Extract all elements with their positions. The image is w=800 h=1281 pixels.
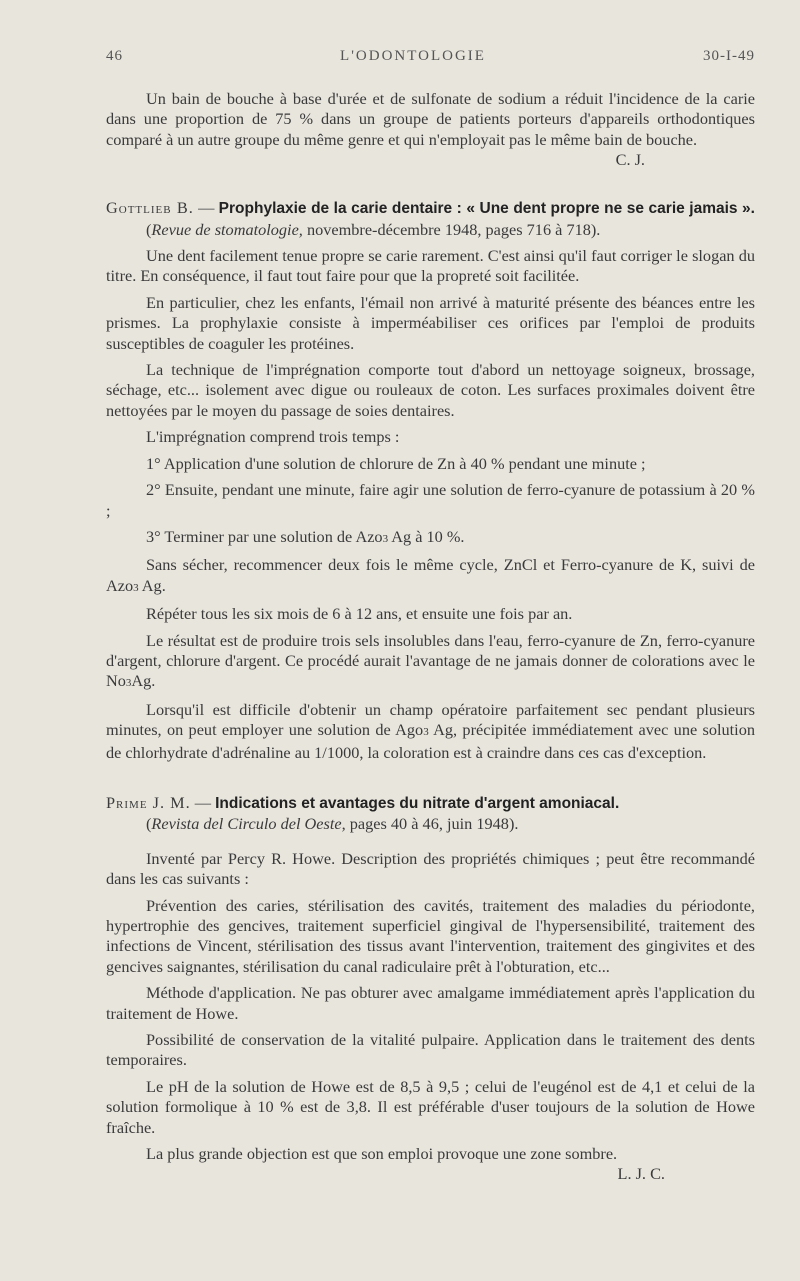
reference-details: novembre-décembre 1948, pages 716 à 718). [302,219,601,239]
repeat-end: Ag. [138,575,166,595]
step-3 [106,527,755,549]
article-gottlieb [106,198,755,763]
paragraph: Une dent facilement tenue propre se carie rarement. C'est ainsi qu'il faut corriger le slogan du titre. En conséquence, il faut tout faire pour que la propreté soit facilitée. [106,246,755,286]
repeat-text: Sans sécher, recommencer deux fois le même cycle, ZnCl et Ferro-cyanure de K, suivi de Azo [106,555,755,595]
paragraph-result [106,631,755,694]
article-heading [106,793,755,835]
paragraph: Prévention des caries, stérilisation des cavités, traitement des maladies du périodonte, hypertrophie des gencives, traitement superficiel gingival de l'hypersensibilité, traitement des infections de Vincent, stérilisation des tissus avant l'intervention, traitement des gingivites et des gencives saignantes, stérilisation du canal radiculaire prêt à l'obturation, etc... [106,895,755,976]
step-3-text: 3° Terminer par une solution de Azo [146,526,383,546]
reference-journal: Revue de stomatologie, [151,219,303,239]
heading-dash: — [193,198,219,218]
paragraph: L'imprégnation comprend trois temps : [146,427,400,447]
article-author: Gottlieb B. [106,198,194,218]
article-title: Indications et avantages du nitrate d'argent amoniacal. [215,794,620,812]
paragraph: En particulier, chez les enfants, l'émail non arrivé à maturité présente des béances entre les prismes. La prophylaxie consiste à imperméabiliser ces orifices par l'emploi de produits susceptibles de coaguler les protéines. [106,292,755,353]
step-2: 2° Ensuite, pendant une minute, faire agir une solution de ferro-cyanure de potassium à 20 % ; [106,480,755,520]
paragraph: Possibilité de conservation de la vitalité pulpaire. Application dans le traitement des dents temporaires. [106,1030,755,1070]
step-1: 1° Application d'une solution de chlorure de Zn à 40 % pendant une minute ; [146,453,646,473]
paragraph: La technique de l'imprégnation comporte tout d'abord un nettoyage soigneux, brossage, séchage, etc... isolement avec digue ou rouleaux de coton. Les surfaces proximales doivent être nettoyées par le moyen du passage de soies dentaires. [106,360,755,420]
reference-details: pages 40 à 46, juin 1948). [345,814,519,834]
reference-journal: Revista del Circulo del Oeste, [151,814,346,834]
reference-open: ( [146,219,152,239]
paragraph: Inventé par Percy R. Howe. Description des propriétés chimiques ; peut être recommandé dans les cas suivants : [106,848,755,889]
article-heading [106,198,755,240]
page-header [106,48,755,65]
paragraph: La plus grande objection est que son emploi provoque une zone sombre. [146,1144,618,1164]
reference-open: ( [146,814,152,834]
heading-dash: — [190,792,216,812]
paragraph-schedule: Répéter tous les six mois de 6 à 12 ans, et ensuite une fois par an. [146,604,573,624]
subscript: 3 [423,726,429,739]
paragraph-repeat [106,555,755,598]
journal-title: L'ODONTOLOGIE [340,48,486,64]
result-end: Ag. [131,671,156,691]
step-3-end: Ag à 10 %. [388,526,465,546]
article-title: Prophylaxie de la carie dentaire : « Une dent propre ne se carie jamais ». [218,200,755,218]
subscript: 3 [125,677,132,690]
article-author: Prime J. M. [106,792,191,812]
issue-date: 30-I-49 [703,48,755,64]
result-text: Le résultat est de produire trois sels insolubles dans l'eau, ferro-cyanure de Zn, ferro-cyanure d'argent, chlorure d'argent. Ce procédé aurait l'avantage de ne jamais donner de colorations avec le No [106,630,755,691]
paragraph: Le pH de la solution de Howe est de 8,5 à 9,5 ; celui de l'eugénol est de 4,1 et celui de la solution formolique à 10 % est de 3,8. Il est préférable d'user toujours de la solution de Howe fraîche. [106,1076,755,1137]
paragraph-difficult [106,700,755,763]
subscript: 3 [133,581,139,594]
intro-signature: C. J. [615,150,645,170]
difficult-end: Ag, précipitée immédiatement avec une solution de chlorhydrate d'adrénaline au 1/1000, la coloration est à craindre dans ces cas d'exception. [106,720,755,762]
paragraph: Méthode d'application. Ne pas obturer avec amalgame immédiatement après l'application du traitement de Howe. [106,983,755,1023]
article-prime [106,793,755,1185]
article-signature: L. J. C. [617,1164,665,1184]
subscript: 3 [382,532,389,545]
difficult-text: Lorsqu'il est difficile d'obtenir un champ opératoire parfaitement sec pendant plusieurs minutes, on peut employer une solution de Ago [106,699,755,740]
page-number: 46 [106,48,123,64]
intro-paragraph: Un bain de bouche à base d'urée et de sulfonate de sodium a réduit l'incidence de la carie dans une proportion de 75 % dans un groupe de patients porteurs d'appareils orthodontiques comparé à un autre groupe du même genre et qui n'employait pas le même bain de bouche. [106,89,755,149]
